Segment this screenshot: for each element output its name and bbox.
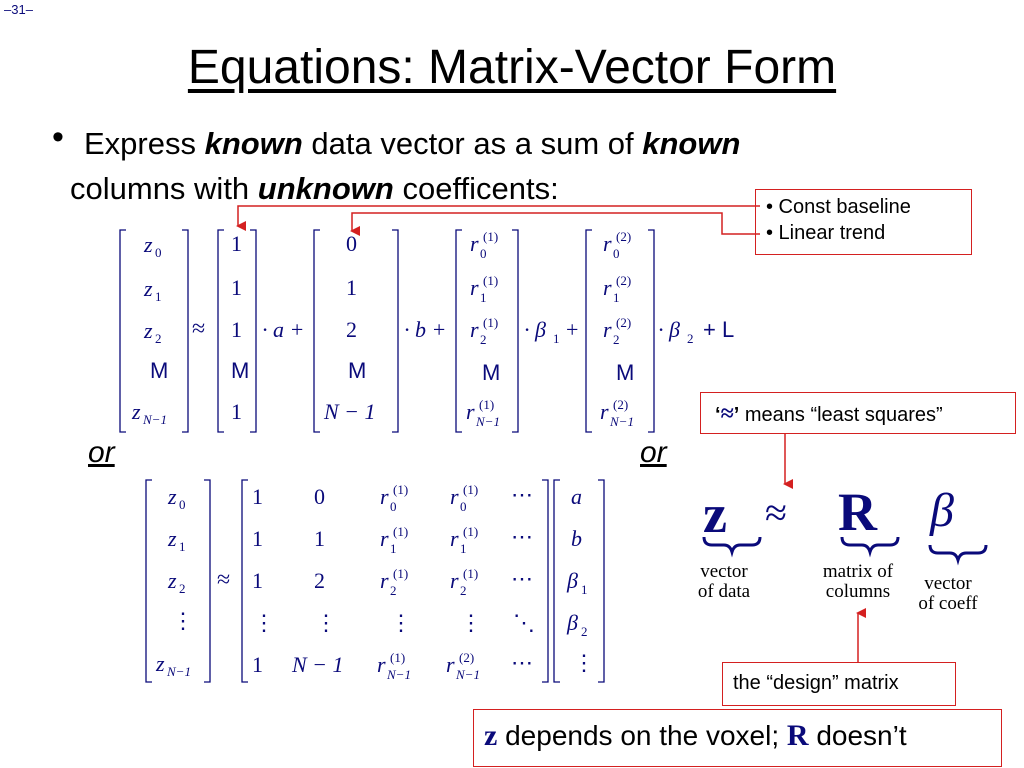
plus-sign: + [566,317,579,342]
z-entry: z [144,232,153,257]
r-subscript: 1 [460,541,467,556]
z-subscript: 0 [179,497,186,512]
bracket [242,480,248,682]
ellipsis-entry: ⋯ [511,524,533,549]
ones-entry: 1 [231,317,242,342]
vdots-glyph: ⋮ [253,610,275,635]
bracket [182,230,188,432]
r-superscript: (1) [479,397,495,412]
approx-icon: ≈ [720,401,734,427]
summary-R: R [838,482,877,542]
continuation: + L [703,317,735,342]
r-superscript: (2) [459,650,475,665]
vdots-glyph: ⋮ [573,650,595,675]
r-superscript: (1) [393,524,409,539]
ones-entry: 1 [252,526,263,551]
r-subscript: 0 [613,246,620,261]
bracket [314,230,320,432]
label-vector-of-coeff: vector of coeff [918,573,978,614]
r-subscript: 1 [613,290,620,305]
bullet-text: coefficents: [393,171,559,206]
linear-entry: N − 1 [324,399,376,424]
r-subscript: 0 [390,499,397,514]
ones-entry: 1 [231,275,242,300]
times-beta1: · β [524,317,546,342]
design-matrix-note: the “design” matrix [722,662,956,706]
bracket [648,230,654,432]
r-superscript: (2) [613,397,629,412]
r-subscript: N−1 [387,667,411,682]
r-superscript: (1) [483,229,499,244]
z-entry: z [168,526,177,551]
legend-arrow-const [238,206,760,226]
legend-linear-trend: • Linear trend [766,222,886,244]
emphasis-known: known [204,126,303,161]
r-subscript: 0 [480,246,487,261]
summary-z: z [703,484,727,544]
z-subscript: 1 [155,289,162,304]
r-entry: r [380,484,389,509]
ellipsis-entry: ⋱ [513,610,535,635]
z-entry: z [132,399,141,424]
r-subscript: N−1 [456,667,480,682]
r-entry: r [380,568,389,593]
label-vector-of-data: vector of data [697,561,751,602]
bracket [598,480,604,682]
linear-entry: 1 [346,275,357,300]
voxel-text: doesn’t [808,720,907,751]
least-squares-text: means “least squares” [739,404,943,426]
r-entry: r [446,652,455,677]
r-superscript: (1) [483,315,499,330]
r-subscript: 1 [480,290,487,305]
r-superscript: (1) [390,650,406,665]
coef-entry: β [567,610,578,635]
linear-entry: 2 [314,568,325,593]
bracket [250,230,256,432]
ones-entry: 1 [252,652,263,677]
coef-entry: b [571,526,582,551]
underbrace-beta [930,545,986,560]
times-a: · a + [262,317,305,342]
z-entry: z [168,484,177,509]
quote-close: ’ [733,404,740,426]
vdots-glyph: M [348,358,367,383]
bracket [554,480,560,682]
r-subscript: 0 [460,499,467,514]
r-superscript: (1) [463,482,479,497]
or-label: or [88,436,115,469]
z-subscript: 1 [179,539,186,554]
r-entry: r [450,526,459,551]
r-entry: r [603,231,612,256]
vdots-glyph: M [482,360,501,385]
r-subscript: 2 [480,332,487,347]
vdots-glyph: ⋮ [172,608,194,633]
ellipsis-entry: ⋯ [511,650,533,675]
r-subscript: 2 [390,583,397,598]
times-b: · b + [404,317,447,342]
r-entry: r [466,399,475,424]
r-subscript: N−1 [610,414,634,429]
bracket [512,230,518,432]
summary-beta: β [930,484,954,537]
vdots-glyph: M [150,358,169,383]
vdots-glyph: ⋮ [460,610,482,635]
bracket [204,480,210,682]
z-subscript: 2 [155,331,162,346]
voxel-text: depends on the voxel; [497,720,787,751]
approx-sign: ≈ [217,567,231,593]
times-beta2: · β [658,317,680,342]
r-superscript: (1) [463,524,479,539]
summary-approx: ≈ [765,490,787,535]
bullet-text: data vector as a sum of [302,126,643,161]
vdots-glyph: ⋮ [390,610,412,635]
r-superscript: (2) [616,273,632,288]
bullet-text: columns with [70,171,258,206]
linear-entry: 2 [346,317,357,342]
r-subscript: 2 [460,583,467,598]
coef-entry: a [571,484,582,509]
bracket [586,230,592,432]
z-entry: z [168,568,177,593]
emphasis-unknown: unknown [257,171,394,206]
bullet-symbol: • [52,118,64,156]
ones-entry: 1 [231,231,242,256]
coef-subscript: 2 [581,624,588,639]
vdots-glyph: M [231,358,250,383]
bullet-text: Express [84,126,205,161]
r-entry: r [603,317,612,342]
coef-subscript: 1 [581,582,588,597]
linear-entry: 1 [314,526,325,551]
emphasis-known: known [642,126,741,161]
approx-sign: ≈ [192,316,206,342]
r1-column [466,229,500,429]
ellipsis-entry: ⋯ [511,482,533,507]
z-entry: z [156,651,165,676]
slide-title: Equations: Matrix-Vector Form [187,41,837,94]
equation-2 [146,480,604,682]
r-superscript: (1) [483,273,499,288]
legend-arrow-linear [352,213,760,234]
r-superscript: (2) [616,315,632,330]
beta-subscript: 2 [687,331,694,346]
bracket [456,230,462,432]
ones-entry: 1 [231,399,242,424]
z-subscript: 2 [179,581,186,596]
linear-entry: 0 [346,231,357,256]
r-entry: r [380,526,389,551]
quote-open: ‘ [715,404,721,426]
r-entry: r [450,484,459,509]
coef-entry: β [567,568,578,593]
r-entry: r [603,275,612,300]
r-superscript: (1) [393,482,409,497]
r-entry: r [377,652,386,677]
r-entry: r [450,568,459,593]
voxel-z: z [484,719,498,752]
r-subscript: N−1 [476,414,500,429]
summary-equation [703,482,986,560]
ellipsis-entry: ⋯ [511,566,533,591]
bracket [146,480,152,682]
z-entry: z [144,276,153,301]
beta-subscript: 1 [553,331,560,346]
or-label: or [640,436,667,469]
r-entry: r [600,399,609,424]
ones-entry: 1 [252,484,263,509]
z-entry: z [144,318,153,343]
equation-1 [120,229,734,432]
bracket [218,230,224,432]
r-superscript: (1) [463,566,479,581]
r-superscript: (2) [616,229,632,244]
bracket [392,230,398,432]
linear-entry: N − 1 [292,652,344,677]
voxel-R: R [786,719,809,752]
z-subscript: N−1 [143,412,167,427]
r-subscript: 2 [613,332,620,347]
vdots-glyph: M [616,360,635,385]
ones-entry: 1 [252,568,263,593]
r-entry: r [470,275,479,300]
page-number: –31– [4,2,33,17]
r2-column [600,229,634,429]
r-entry: r [470,231,479,256]
voxel-note [473,709,1002,767]
label-matrix-of-columns: matrix of columns [822,561,894,602]
r-superscript: (1) [393,566,409,581]
bracket [542,480,548,682]
bracket [120,230,126,432]
r-subscript: 1 [390,541,397,556]
z-subscript: 0 [155,245,162,260]
z-subscript: N−1 [167,664,191,679]
legend-const-baseline: • Const baseline [766,196,911,218]
vdots-glyph: ⋮ [315,610,337,635]
least-squares-note [700,392,1016,434]
linear-entry: 0 [314,484,325,509]
r-entry: r [470,317,479,342]
